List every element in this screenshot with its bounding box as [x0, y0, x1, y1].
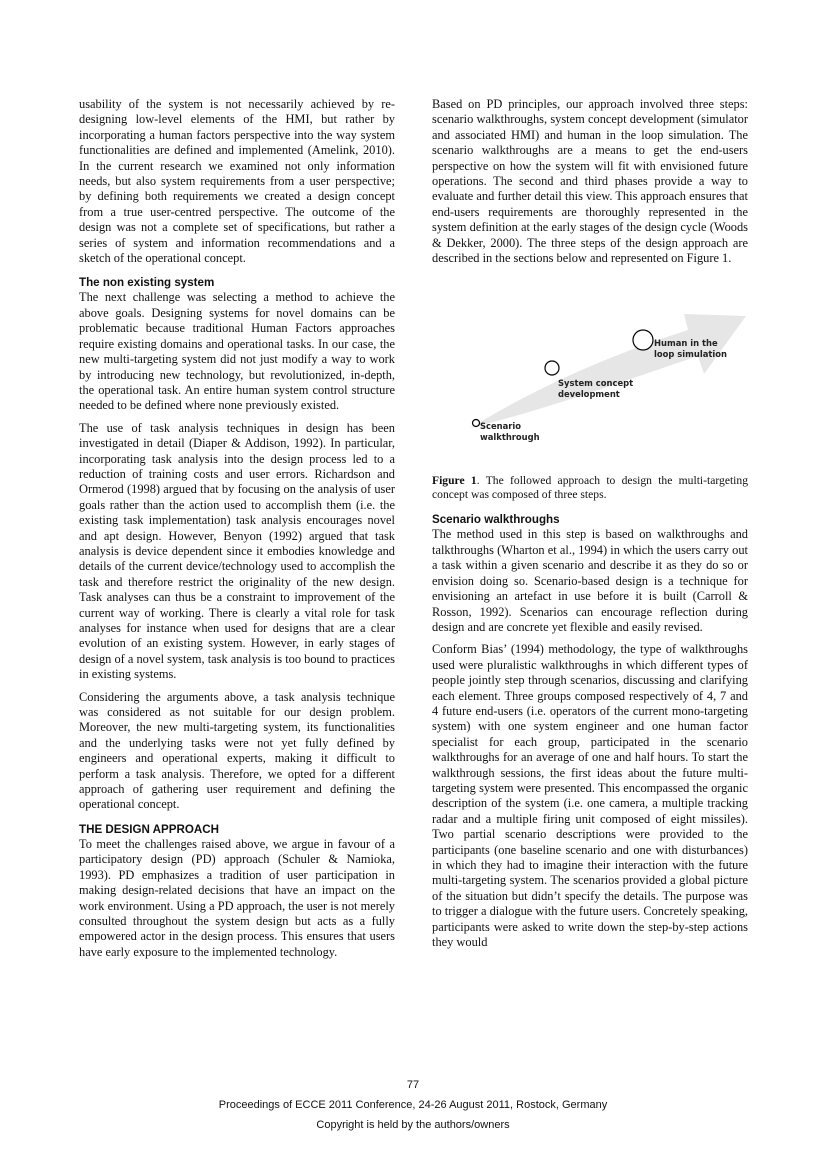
label-line: loop simulation — [654, 348, 727, 359]
section-heading: THE DESIGN APPROACH — [79, 822, 219, 836]
paragraph: The next challenge was selecting a method to achieve the above goals. Designing systems for novel domains can be problematic because traditional Human Factors approaches require existing domains and operational tasks. In our case, the new multi-targeting system did not just modify a way to work by introducing new technology, but revolutionized, in-depth, the operational task. An entire human system control structure needed to be defined where none previously existed. — [79, 290, 395, 413]
page-number: 77 — [406, 1079, 420, 1091]
step-marker-medium — [545, 361, 559, 375]
left-column — [79, 97, 395, 967]
paragraph: The method used in this step is based on walkthroughs and talkthroughs (Wharton et al., 1994) in which the users carry out a task within a given scenario and describe it as they do so or envision doing so. Scenario-based design is a technique for envisioning an artefact in use before it is built (Carroll & Rosson, 1992). Scenarios can encourage reflection during design and are concrete yet flexible and easily revised. — [432, 527, 748, 634]
label-line: Human in the — [654, 338, 718, 349]
caption-text: . The followed approach to design the multi-targeting concept was composed of three steps. — [432, 474, 748, 502]
label-line: development — [558, 388, 620, 399]
step-label-scenario-walkthrough — [480, 421, 540, 442]
proceedings-line: Proceedings of ECCE 2011 Conference, 24-26 August 2011, Rostock, Germany — [218, 1099, 608, 1111]
paragraph: To meet the challenges raised above, we argue in favour of a participatory design (PD) approach (Schuler & Namioka, 1993). PD emphasizes a tradition of user participation in making design-related decisions that have an impact on the work environment. Using a PD approach, the user is not merely consulted throughout the system design but acts as a fully empowered actor in the design process. This ensures that users have early exposure to the implemented technology. — [79, 836, 395, 959]
figure-1 — [432, 278, 748, 468]
copyright-line: Copyright is held by the authors/owners — [316, 1119, 510, 1131]
paragraph: usability of the system is not necessarily achieved by re-designing low-level elements of the HMI, but rather by incorporating a human factors perspective into the way system functionalities are defined and implemented (Amelink, 2010). In the current research we examined not only information needs, but also system requirements from a user perspective; by defining both requirements we created a design concept from a true user-centred perspective. The outcome of the design was not a complete set of specifications, but rather a series of system and information recommendations and a sketch of the operational concept. — [79, 97, 395, 266]
paragraph: Conform Bias’ (1994) methodology, the type of walkthroughs used were pluralistic walkthroughs in which different types of people jointly step through scenarios, discussing and clarifying each element. Three groups composed respectively of 4, 7 and 4 future end-users (i.e. operators of the current mono-targeting system) with one system engineer and one human factor specialist for each group, participated in the scenario walkthroughs for an average of one and half hours. To start the walkthrough sessions, the first ideas about the future multi-targeting system were presented. This encompassed the organic description of the system (i.e. one camera, a multiple tracking radar and a multiple firing unit composed of eight missiles). Two partial scenario descriptions were provided to the participants (one baseline scenario and one with disturbances) in which they had to imagine their interaction with the future multi-targeting system. The scenarios provided a global picture of the situation but didn’t specify the details. The purpose was to trigger a dialogue with the future users. Concretely speaking, participants were asked to write down the step-by-step actions they would — [432, 642, 748, 950]
paragraph: Based on PD principles, our approach involved three steps: scenario walkthroughs, system concept development (simulator and associated HMI) and human in the loop simulation. The scenario walkthroughs are a means to get the end-users perspective on how the system will fit with envisioned future operations. The second and third phases provide a way to evaluate and further detail this view. This approach ensures that end-users requirements are thoroughly represented in the system definition at the early stages of the design cycle (Woods & Dekker, 2000). The three steps of the design approach are described in the sections below and represented on Figure 1. — [432, 97, 748, 266]
step-marker-small — [473, 420, 480, 427]
label-line: Scenario — [480, 421, 522, 432]
label-line: walkthrough — [480, 431, 540, 442]
label-line: System concept — [558, 378, 634, 389]
caption-label: Figure 1 — [432, 474, 477, 488]
figure-caption — [432, 474, 748, 502]
paragraph: Considering the arguments above, a task analysis technique was considered as not suitable for our design problem. Moreover, the new multi-targeting system, its functionalities and the underlying tasks were not yet fully defined by engineers and operational experts, making it difficult to perform a task analysis. Therefore, we opted for a different approach of gathering user requirement and defining the operational concept. — [79, 689, 395, 812]
step-marker-large — [633, 330, 653, 350]
step-label-human-in-loop — [654, 338, 727, 359]
step-label-system-concept — [558, 378, 633, 399]
right-column — [432, 97, 748, 957]
curved-arrow — [470, 314, 746, 428]
section-heading: The non existing system — [79, 276, 215, 290]
section-heading: Scenario walkthroughs — [432, 513, 560, 527]
paragraph: The use of task analysis techniques in design has been investigated in detail (Diaper & Addison, 1992). In particular, incorporating task analysis into the design process led to a reduction of training costs and user errors. Richardson and Ormerod (1998) argued that by focusing on the analysis of user goals rather than the action used to accomplish them (i.e. the existing task implementation) task analysis encourages novel and apt design. However, Benyon (1992) argued that task analysis is device dependent since it embodies knowledge and details of the current device/technology used to accomplish the task and therefore restrict the originality of the new design. Task analyses can thus be a constraint to improvement of the current way of working. There is clearly a vital role for task analyses for instance when used for designs that are a clear evolution of an existing system. However, in early stages of design of a novel system, task analysis is too bound to practices in existing systems. — [79, 420, 395, 682]
